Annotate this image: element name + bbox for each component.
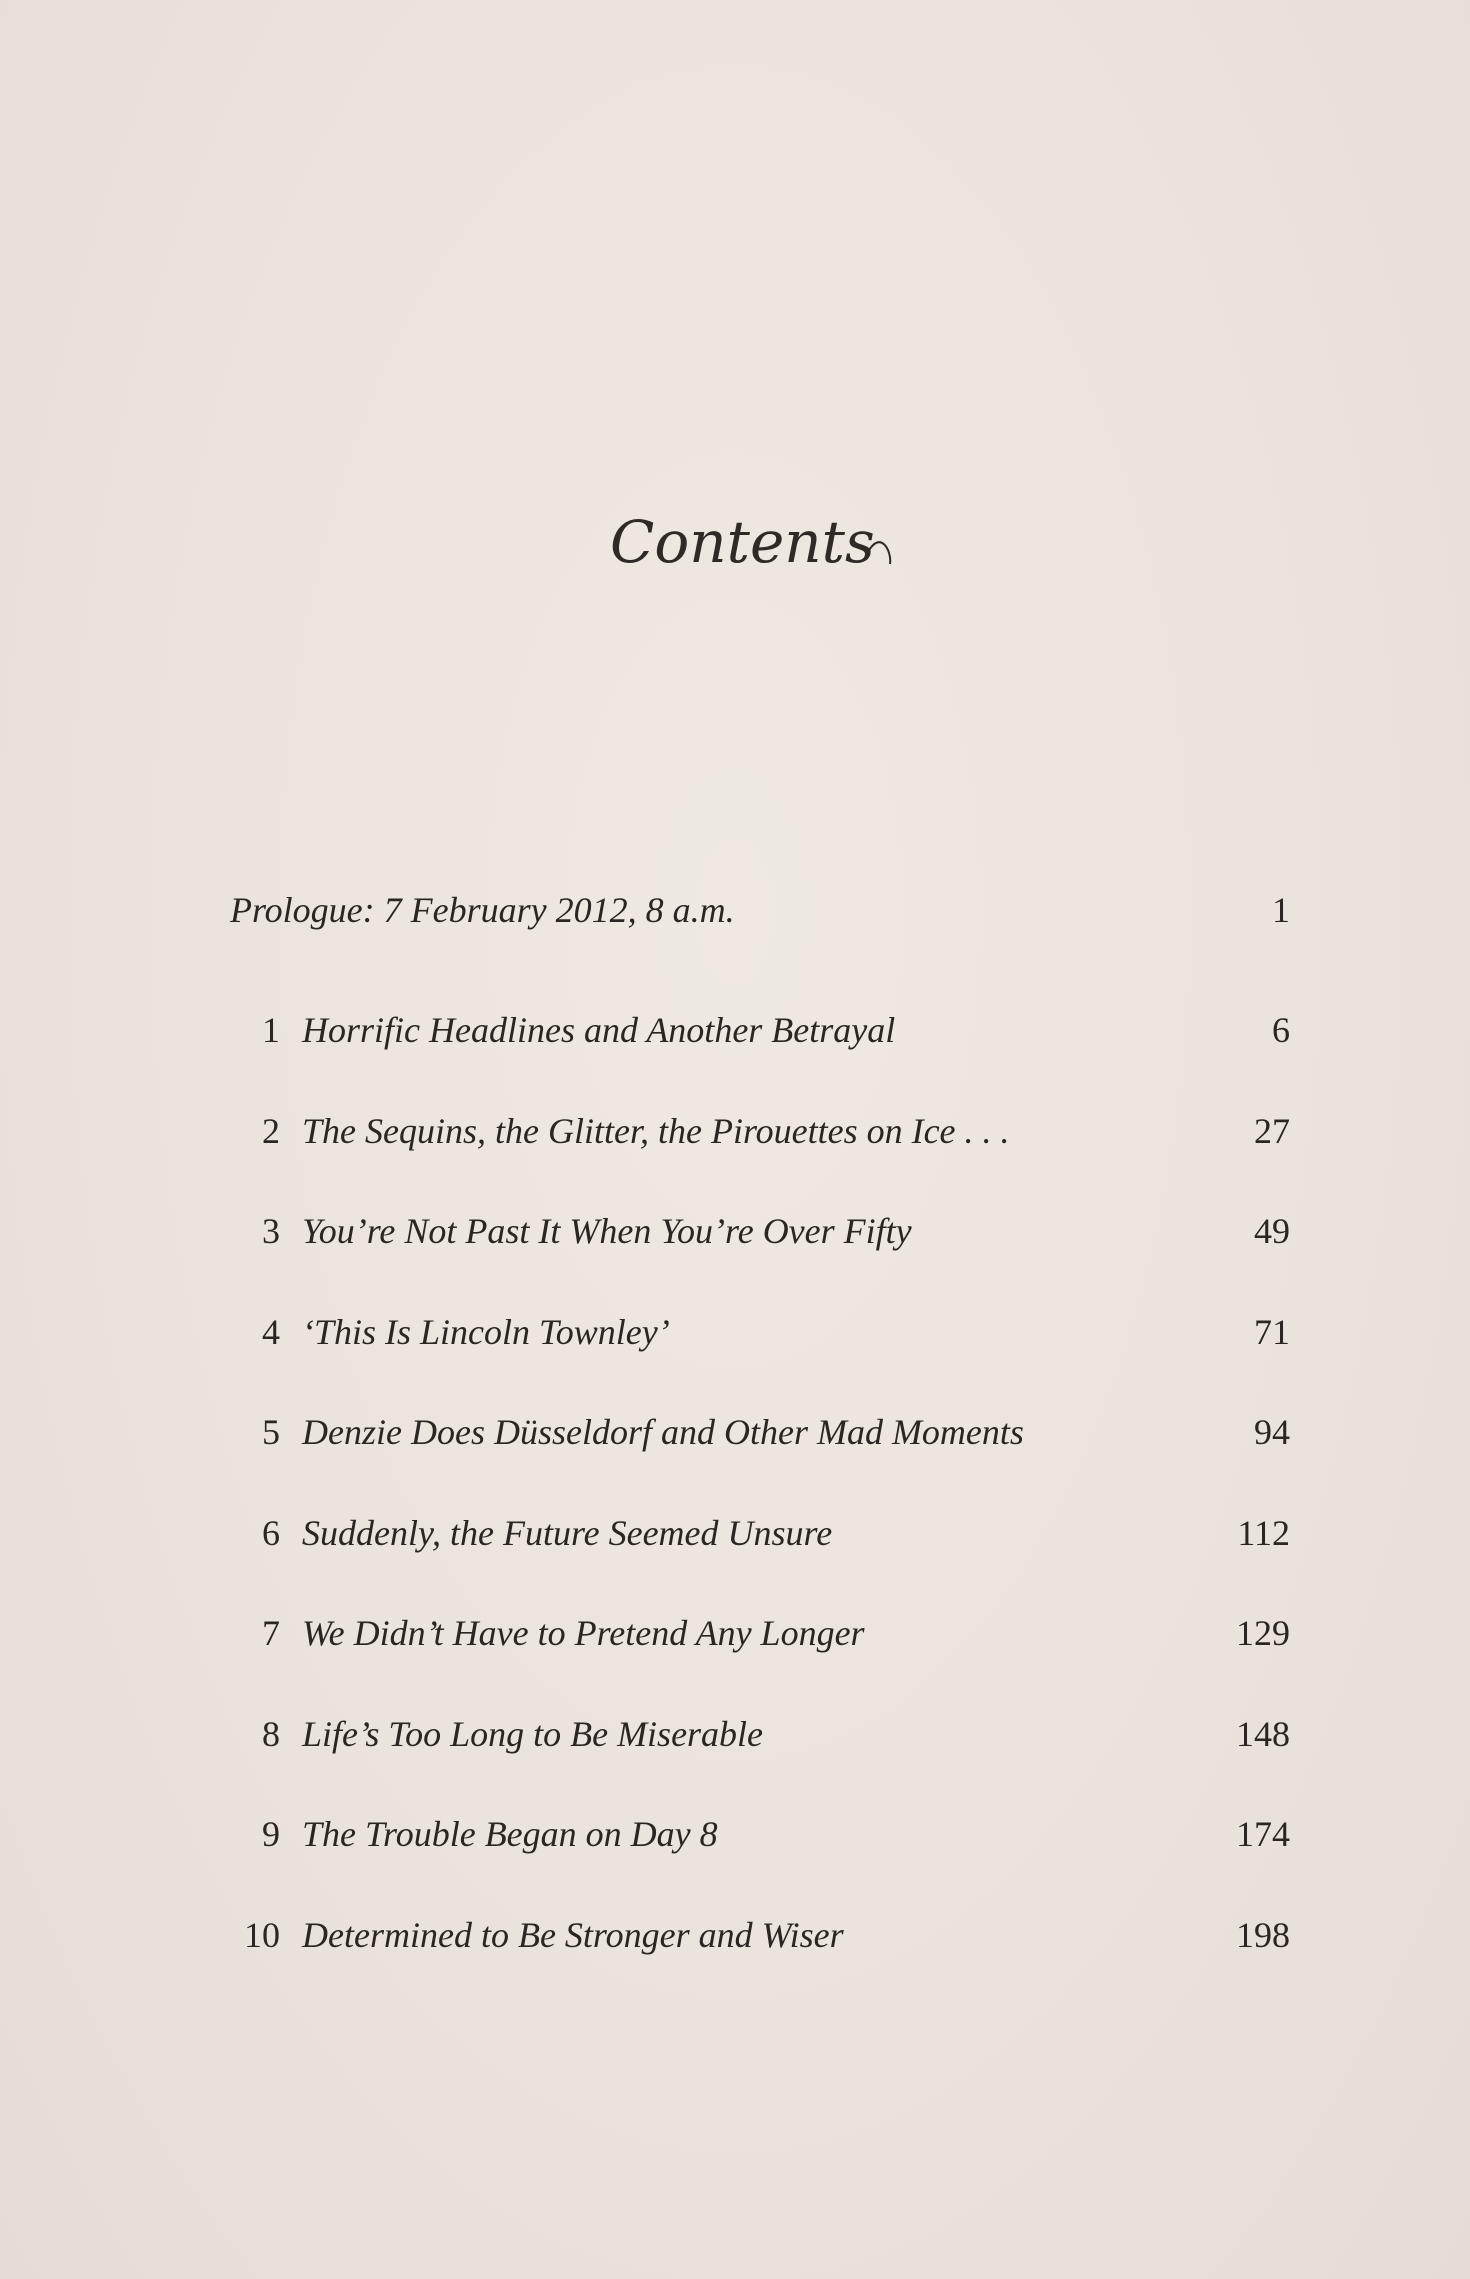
toc-entry-chapter[interactable]	[230, 1804, 1290, 1905]
toc-entry-title: ‘This Is Lincoln Townley’	[302, 1311, 670, 1352]
toc-entry-page: 129	[1236, 1613, 1290, 1653]
toc-entry-number: 6	[262, 1512, 280, 1553]
toc-entry-chapter[interactable]	[230, 1302, 1290, 1403]
toc-entry-title: We Didn’t Have to Pretend Any Longer	[302, 1613, 865, 1653]
toc-entry-title: Suddenly, the Future Seemed Unsure	[302, 1512, 833, 1553]
toc-entry-page: 6	[1272, 1010, 1290, 1050]
toc-entry-number: 3	[262, 1211, 280, 1251]
toc-entry-title: Determined to Be Stronger and Wiser	[302, 1914, 844, 1955]
toc-entry-page: 94	[1254, 1412, 1290, 1452]
table-of-contents	[230, 880, 1290, 2005]
toc-entry-prologue[interactable]	[230, 880, 1290, 1000]
toc-entry-title: Life’s Too Long to Be Miserable	[302, 1713, 764, 1754]
svg-text:Contents: Contents	[610, 508, 875, 576]
toc-entry-title: Denzie Does Düsseldorf and Other Mad Moments	[302, 1412, 1024, 1452]
toc-entry-page: 1	[1272, 890, 1290, 930]
toc-entry-page: 174	[1236, 1814, 1290, 1854]
contents-heading-script	[600, 490, 900, 600]
toc-entry-chapter[interactable]	[230, 1704, 1290, 1805]
toc-entry-number: 1	[262, 1010, 280, 1050]
toc-entry-page: 148	[1236, 1713, 1290, 1754]
toc-entry-page: 49	[1254, 1211, 1290, 1251]
toc-entry-chapter[interactable]	[230, 1000, 1290, 1101]
toc-entry-chapter[interactable]	[230, 1201, 1290, 1302]
toc-entry-number: 10	[244, 1914, 280, 1955]
toc-entry-number: 2	[262, 1110, 280, 1151]
toc-entry-chapter[interactable]	[230, 1603, 1290, 1704]
toc-entry-chapter[interactable]	[230, 1101, 1290, 1202]
toc-entry-title: You’re Not Past It When You’re Over Fifty	[302, 1211, 912, 1251]
toc-entry-page: 27	[1254, 1110, 1290, 1151]
toc-entry-number: 7	[262, 1613, 280, 1653]
toc-entry-title: The Sequins, the Glitter, the Pirouettes on Ice . . .	[302, 1110, 1010, 1151]
toc-entry-title: Prologue: 7 February 2012, 8 a.m.	[230, 890, 735, 930]
toc-entry-number: 9	[262, 1814, 280, 1854]
toc-entry-chapter[interactable]	[230, 1503, 1290, 1604]
contents-heading	[600, 490, 900, 600]
toc-entry-chapter[interactable]	[230, 1402, 1290, 1503]
chapter-list	[230, 1000, 1290, 2005]
toc-entry-title: Horrific Headlines and Another Betrayal	[302, 1010, 896, 1050]
toc-entry-page: 71	[1254, 1311, 1290, 1352]
toc-entry-page: 198	[1236, 1914, 1290, 1955]
toc-entry-title: The Trouble Began on Day 8	[302, 1814, 718, 1854]
toc-entry-number: 4	[262, 1311, 280, 1352]
toc-entry-chapter[interactable]	[230, 1905, 1290, 2006]
toc-entry-number: 5	[262, 1412, 280, 1452]
toc-entry-page: 112	[1237, 1512, 1290, 1553]
toc-entry-number: 8	[262, 1713, 280, 1754]
